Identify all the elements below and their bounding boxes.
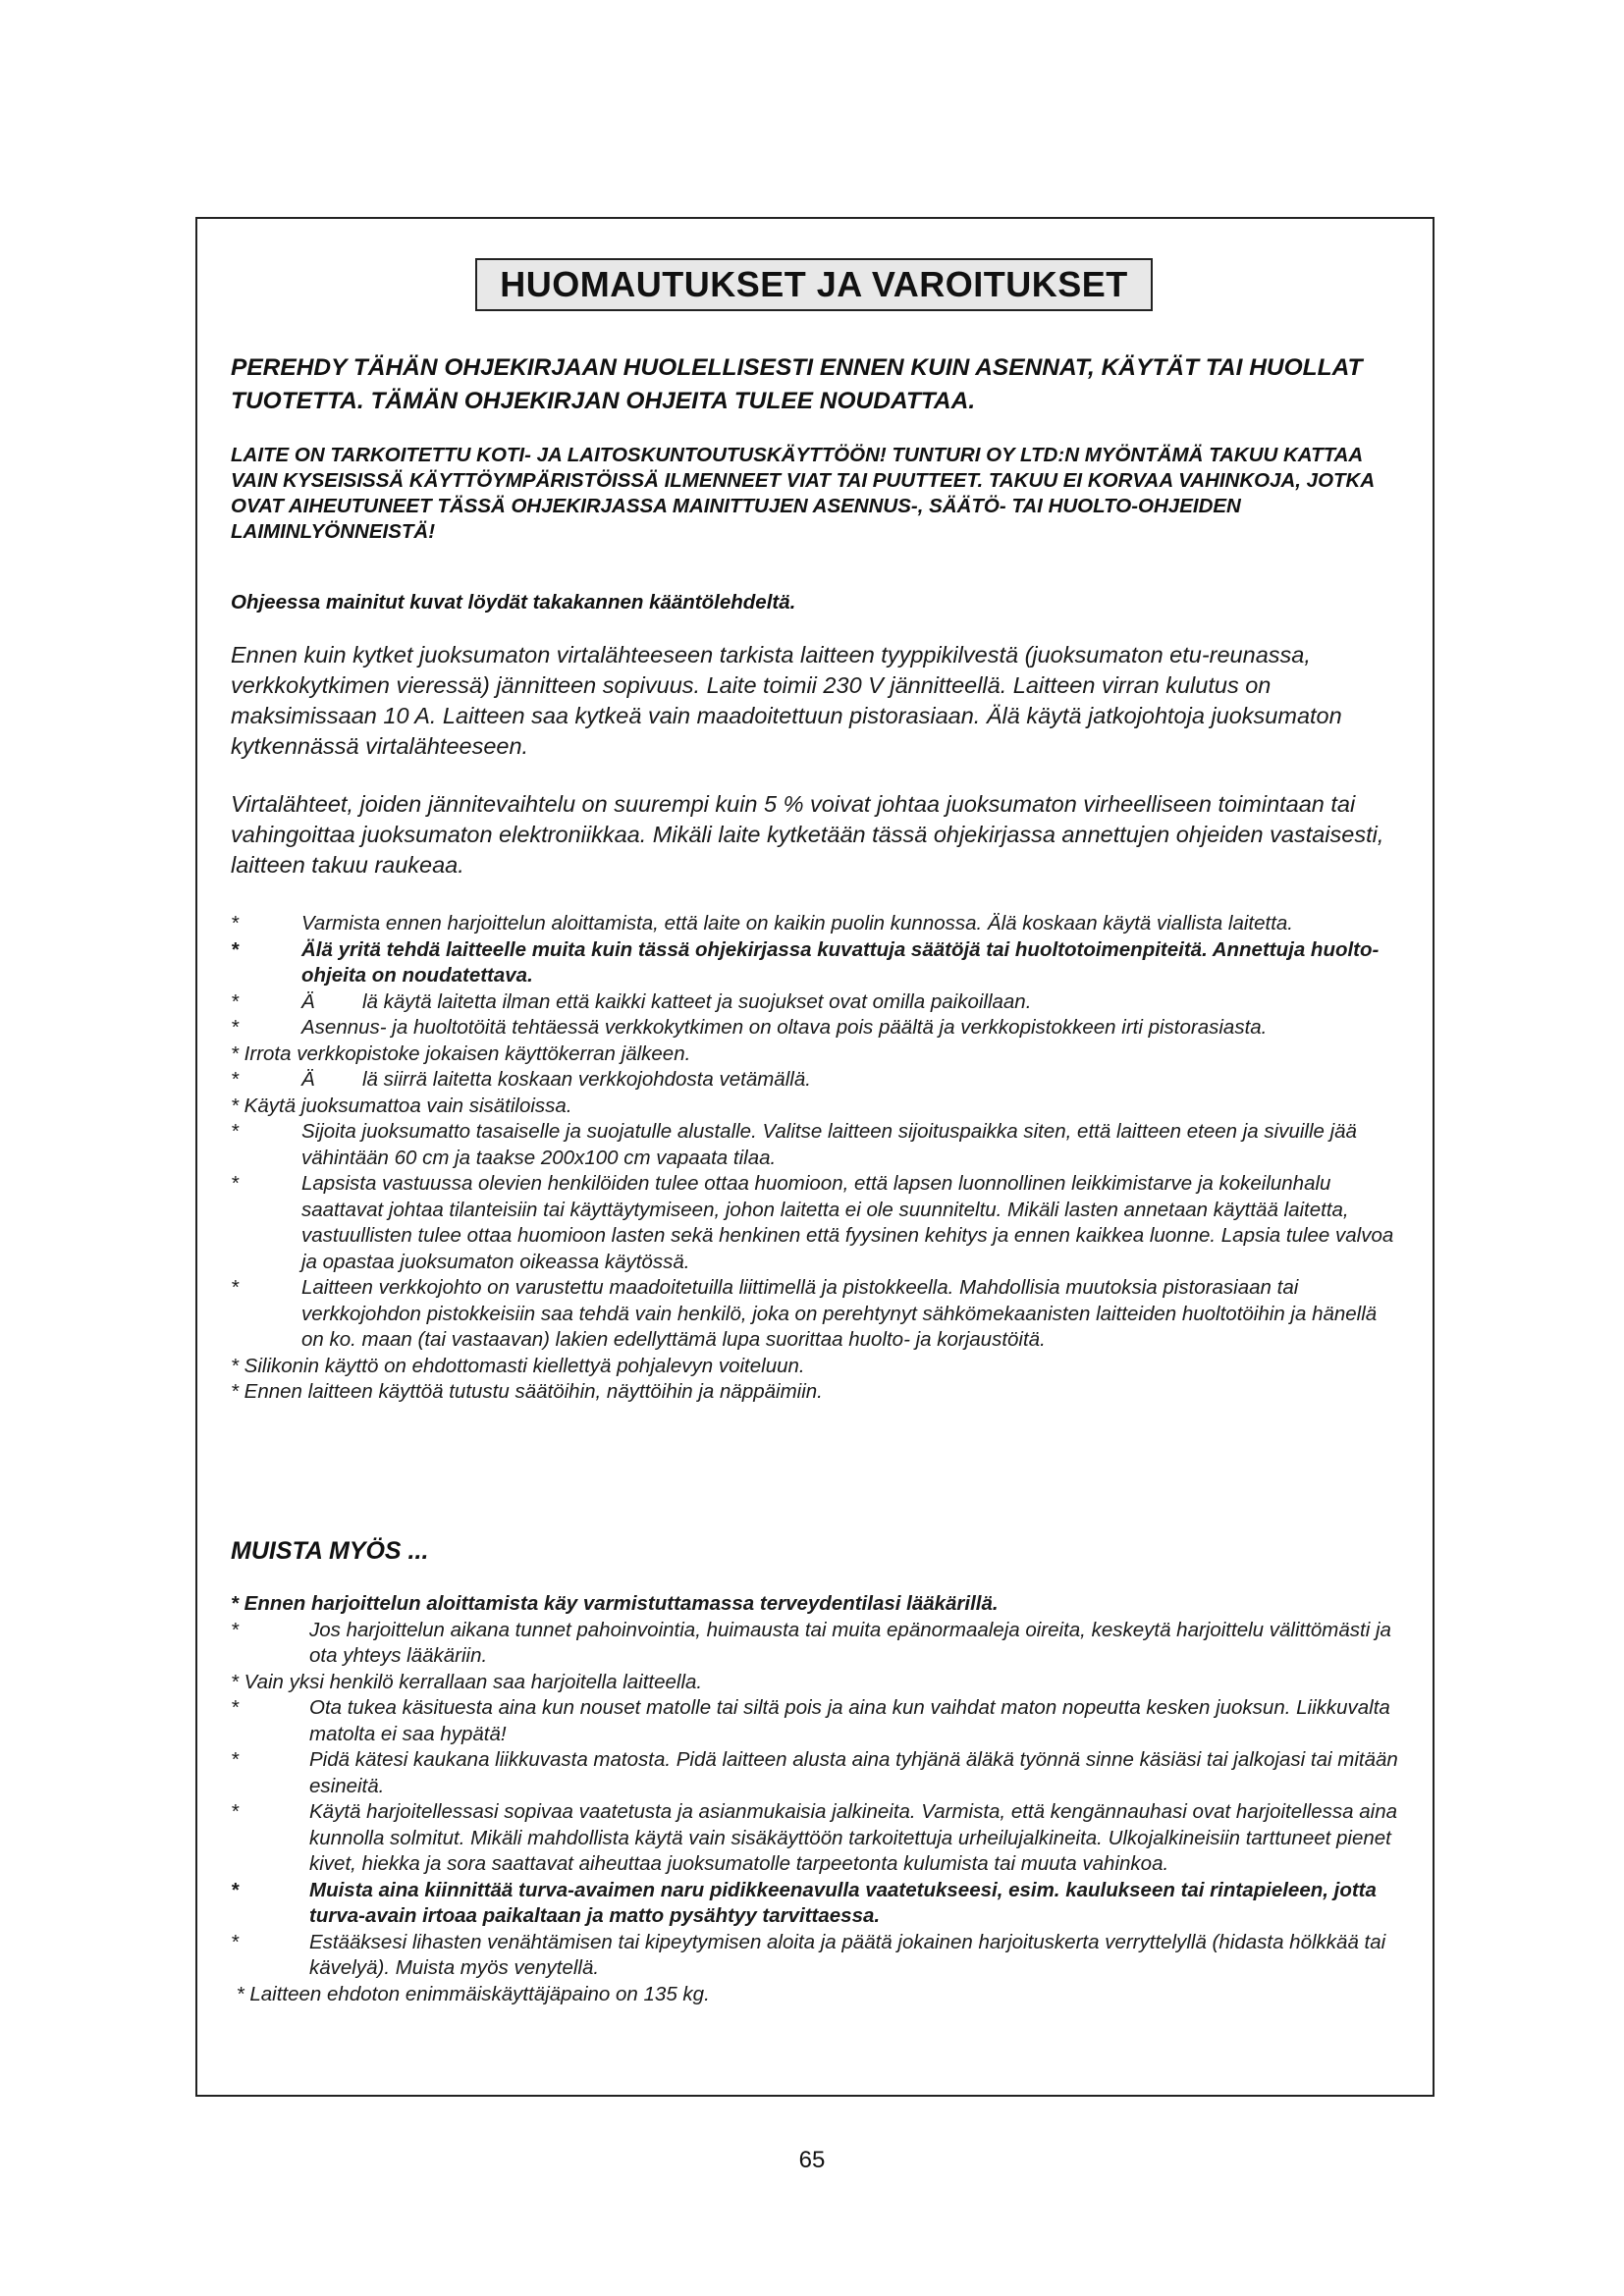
bullet-star: * [231,1276,239,1299]
figures-note: Ohjeessa mainitut kuvat löydät takakannen kääntölehdeltä. [231,591,796,614]
safety-list [231,911,1399,1406]
bullet-star: * [231,1800,239,1823]
list-item: * Jos harjoittelun aikana tunnet pahoinvointia, huimausta tai muita epänormaaleja oireita, keskeytä harjoittelu välittömästi ja ota yhteys lääkäriin. [231,1618,1399,1670]
bullet-star: * [231,1172,239,1195]
list-item: * Älä yritä tehdä laitteelle muita kuin tässä ohjekirjassa kuvattuja säätöjä tai huoltotoimenpiteitä. Annettuja huolto-ohjeita on noudatettava. [231,937,1399,989]
list-item: * Laitteen verkkojohto on varustettu maadoitetuilla liittimellä ja pistokkeella. Mahdollisia muutoksia pistorasiaan tai verkkojohdon pistokkeisiin saa tehdä vain henkilö, joka on perehtynyt sähkömekaanisten laitteiden huoltotöihin ja hänellä on ko. maan (tai vastaavan) lakien edellyttämä lupa suorittaa huolto- ja korjaustöitä. [231,1275,1399,1354]
section-heading: MUISTA MYÖS ... [231,1537,429,1565]
voltage-paragraph: Virtalähteet, joiden jännitevaihtelu on suurempi kuin 5 % voivat johtaa juoksumaton virheelliseen toimintaan tai vahingoittaa juoksumaton elektroniikkaa. Mikäli laite kytketään tässä ohjekirjassa annettujen ohjeiden vastaisesti, laitteen takuu raukeaa. [231,791,1384,878]
list-item: * Käytä juoksumattoa vain sisätiloissa. [231,1094,572,1117]
list-item: * Ota tukea käsituesta aina kun nouset matolle tai siltä pois ja aina kun vaihdat maton nopeutta kesken juoksun. Liikkuvalta matolta ei saa hypätä! [231,1695,1399,1747]
list-item: * Lapsista vastuussa olevien henkilöiden tulee ottaa huomioon, että lapsen luonnollinen leikkimistarve ja kokeilunhalu saattavat johtaa tilanteisiin tai käyttäytymiseen, johon laitetta ei ole suunniteltu. Mikäli lasten annetaan käyttää laitetta, vastuullisten tulee ottaa huomioon lasten sekä henkinen että fyysinen kehitys ja ennen kaikkea luonne. Lapsia tulee valvoa ja opastaa juoksumaton oikeassa käytössä. [231,1171,1399,1275]
list-item: * Ä lä käytä laitetta ilman että kaikki katteet ja suojukset ovat omilla paikoillaan. [231,989,1399,1016]
bullet-star: * [231,912,239,934]
warranty-warning: LAITE ON TARKOITETTU KOTI- JA LAITOSKUNTOUTUSKÄYTTÖÖN! TUNTURI OY LTD:N MYÖNTÄMÄ TAKUU KATTAA VAIN KYSEISISSÄ KÄYTTÖYMPÄRISTÖISSÄ ILMENNEET VIAT TAI PUUTTEET. TAKUU EI KORVAA VAHINKOJA, JOTKA OVAT AIHEUTUNEET TÄSSÄ OHJEKIRJASSA MAINITTUJEN ASENNUS-, SÄÄTÖ- TAI HUOLTO-OHJEIDEN LAIMINLYÖNNEISTÄ! [231,444,1375,543]
bullet-star: * [231,1120,239,1143]
bullet-star: * [231,1068,239,1091]
initial-letter: Ä [301,989,315,1013]
initial-letter: Ä [301,1068,315,1091]
list-item: * Pidä kätesi kaukana liikkuvasta matosta. Pidä laitteen alusta aina tyhjänä äläkä työnnä sinne käsiäsi tai jalkojasi tai mitään esineitä. [231,1747,1399,1799]
page-number: 65 [798,2147,826,2173]
list-item: * Käytä harjoitellessasi sopivaa vaatetusta ja asianmukaisia jalkineita. Varmista, että kengännauhasi ovat harjoitellessa aina kunnolla solmitut. Mikäli mahdollista käytä vain sisäkäyttöön tarkoitettuja urheilujalkineita. Ulkojalkineisiin tarttuneet pienet kivet, hiekka ja sora saattavat aiheuttaa juoksumatolle tarpeetonta kulumista tai muuta vahinkoa. [231,1799,1399,1878]
bullet-star: * [231,1930,239,1953]
bullet-star: * [231,1878,239,1901]
list-item: * Laitteen ehdoton enimmäiskäyttäjäpaino on 135 kg. [231,1982,710,2005]
list-item: * Ennen laitteen käyttöä tutustu säätöihin, näyttöihin ja näppäimiin. [231,1380,823,1403]
bullet-star: * [231,989,239,1013]
list-item: * Silikonin käyttö on ehdottomasti kiellettyä pohjalevyn voiteluun. [231,1354,805,1377]
list-item: * Asennus- ja huoltotöitä tehtäessä verkkokytkimen on oltava pois päältä ja verkkopistokkeen irti pistorasiasta. [231,1015,1399,1041]
page-title: HUOMAUTUKSET JA VAROITUKSET [475,258,1153,311]
power-paragraph: Ennen kuin kytket juoksumaton virtalähteeseen tarkista laitteen tyyppikilvestä (juoksumaton etu-reunassa, verkkokytkimen vieressä) jännitteen sopivuus. Laite toimii 230 V jännitteellä. Laitteen virran kulutus on maksimissaan 10 A. Laitteen saa kytkeä vain maadoitettuun pistorasiaan. Älä käytä jatkojohtoja juoksumaton kytkennässä virtalähteeseen. [231,642,1342,759]
list-item: * Muista aina kiinnittää turva-avaimen naru pidikkeenavulla vaatetukseesi, esim. kaulukseen tai rintapieleen, jotta turva-avain irtoaa paikaltaan ja matto pysähtyy tarvittaessa. [231,1878,1399,1930]
list-item: * Ä lä siirrä laitetta koskaan verkkojohdosta vetämällä. [231,1067,1399,1094]
bullet-star: * [231,1618,239,1641]
list-item: * Irrota verkkopistoke jokaisen käyttökerran jälkeen. [231,1041,691,1065]
lead-paragraph: PEREHDY TÄHÄN OHJEKIRJAAN HUOLELLISESTI ENNEN KUIN ASENNAT, KÄYTÄT TAI HUOLLAT TUOTETTA. TÄMÄN OHJEKIRJAN OHJEITA TULEE NOUDATTAA. [231,354,1363,414]
bullet-star: * [231,1696,239,1719]
bullet-star: * [231,937,239,961]
list-item: * Vain yksi henkilö kerrallaan saa harjoitella laitteella. [231,1670,703,1693]
list-item: * Ennen harjoittelun aloittamista käy varmistuttamassa terveydentilasi lääkärillä. [231,1592,999,1615]
list-item: * Estääksesi lihasten venähtämisen tai kipeytymisen aloita ja päätä jokainen harjoituskerta verryttelyllä (hidasta hölkkää tai kävelyä). Muista myös venytellä. [231,1930,1399,1982]
list-item: * Varmista ennen harjoittelun aloittamista, että laite on kaikin puolin kunnossa. Älä koskaan käytä viallista laitetta. [231,911,1399,937]
remember-list [231,1591,1399,2007]
bullet-star: * [231,1748,239,1771]
list-item: * Sijoita juoksumatto tasaiselle ja suojatulle alustalle. Valitse laitteen sijoituspaikka siten, että laitteen eteen ja sivuille jää vähintään 60 cm ja taakse 200x100 cm vapaata tilaa. [231,1119,1399,1171]
bullet-star: * [231,1016,239,1039]
